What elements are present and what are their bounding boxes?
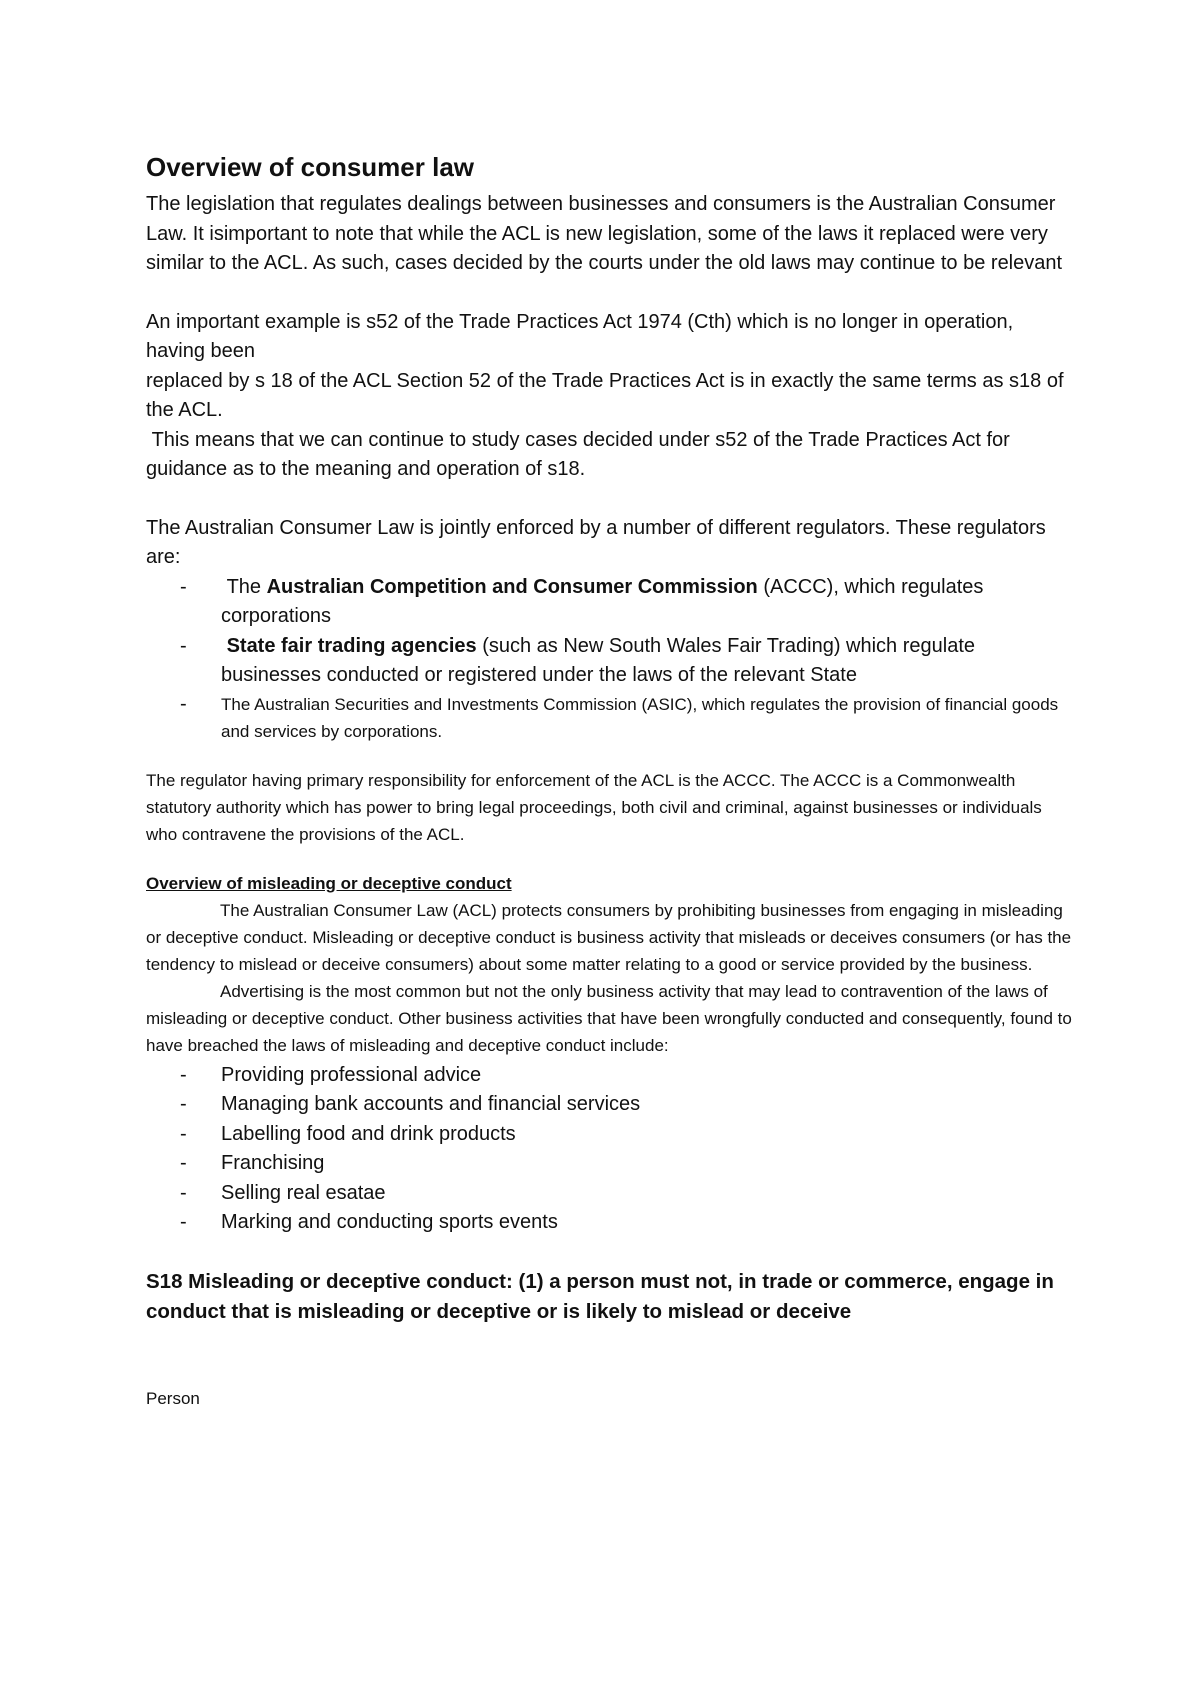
- list-item: - Providing professional advice: [146, 1061, 1076, 1091]
- dash-bullet: -: [180, 1093, 187, 1115]
- list-item: - Franchising: [146, 1149, 1076, 1179]
- misleading-paragraph-1: The Australian Consumer Law (ACL) protects consumers by prohibiting businesses from engaging in misleading or deceptive conduct. Misleading or deceptive conduct is business activity that misleads or deceives consumers (or has the tendency to mislead or deceive consumers) about some matter relating to a good or service provided by the business.: [146, 900, 1072, 974]
- activities-list: [146, 1061, 1076, 1238]
- section-heading: Overview of misleading or deceptive conduct: [146, 873, 512, 893]
- dash-bullet: -: [180, 692, 187, 715]
- example-line-3: This means that we can continue to study cases decided under s52 of the Trade Practices Act for guidance as to the meaning and operation of s18.: [146, 428, 1016, 480]
- example-line-1: An important example is s52 of the Trade Practices Act 1974 (Cth) which is no longer in operation, having been: [146, 310, 1014, 362]
- person-heading: Person: [146, 1388, 200, 1408]
- regulator-name: State fair trading agencies: [226, 634, 477, 657]
- dash-bullet: -: [180, 1122, 187, 1145]
- document-content: [146, 150, 1076, 1412]
- dash-bullet: -: [180, 1211, 187, 1233]
- regulators-list: [146, 573, 1076, 745]
- page-title: Overview of consumer law: [146, 152, 475, 182]
- dash-bullet: -: [180, 1152, 187, 1174]
- misleading-paragraph-2: Advertising is the most common but not the only business activity that may lead to contravention of the laws of misleading or deceptive conduct. Other business activities that have been wrongfully conducted and consequently, found to have breached the laws of misleading and deceptive conduct include:: [146, 981, 1072, 1055]
- list-item: - Selling real esatae: [146, 1179, 1076, 1209]
- regulator-name: Australian Competition and Consumer Commission: [266, 575, 758, 598]
- list-item: - Managing bank accounts and financial services: [146, 1090, 1076, 1120]
- list-item: - Labelling food and drink products: [146, 1120, 1076, 1150]
- dash-bullet: -: [180, 634, 187, 657]
- example-line-2: replaced by s 18 of the ACL Section 52 of the Trade Practices Act is in exactly the same terms as s18 of the ACL.: [146, 369, 1064, 421]
- list-item: - The Australian Competition and Consumer Commission (ACCC), which regulates corporations: [146, 573, 1076, 632]
- primary-regulator-paragraph: The regulator having primary responsibility for enforcement of the ACL is the ACCC. The ACCC is a Commonwealth statutory authority which has power to bring legal proceedings, both civil and criminal, against businesses or individuals who contravene the provisions of the ACL.: [146, 770, 1042, 844]
- regulators-intro: The Australian Consumer Law is jointly enforced by a number of different regulators. These regulators are:: [146, 516, 1046, 568]
- dash-bullet: -: [180, 575, 187, 598]
- dash-bullet: -: [180, 1181, 187, 1204]
- s18-provision: S18 Misleading or deceptive conduct: (1) a person must not, in trade or commerce, engage in conduct that is misleading or deceptive or is likely to mislead or deceive: [146, 1269, 1054, 1323]
- dash-bullet: -: [180, 1063, 187, 1086]
- list-item: - Marking and conducting sports events: [146, 1208, 1076, 1238]
- list-item: - State fair trading agencies (such as New South Wales Fair Trading) which regulate businesses conducted or registered under the laws of the relevant State: [146, 632, 1076, 691]
- intro-paragraph: The legislation that regulates dealings between businesses and consumers is the Australian Consumer Law. It isimportant to note that while the ACL is new legislation, some of the laws it replaced were very similar to the ACL. As such, cases decided by the courts under the old laws may continue to be relevant: [146, 193, 1063, 274]
- list-item: - The Australian Securities and Investments Commission (ASIC), which regulates the provision of financial goods and services by corporations.: [180, 692, 1059, 741]
